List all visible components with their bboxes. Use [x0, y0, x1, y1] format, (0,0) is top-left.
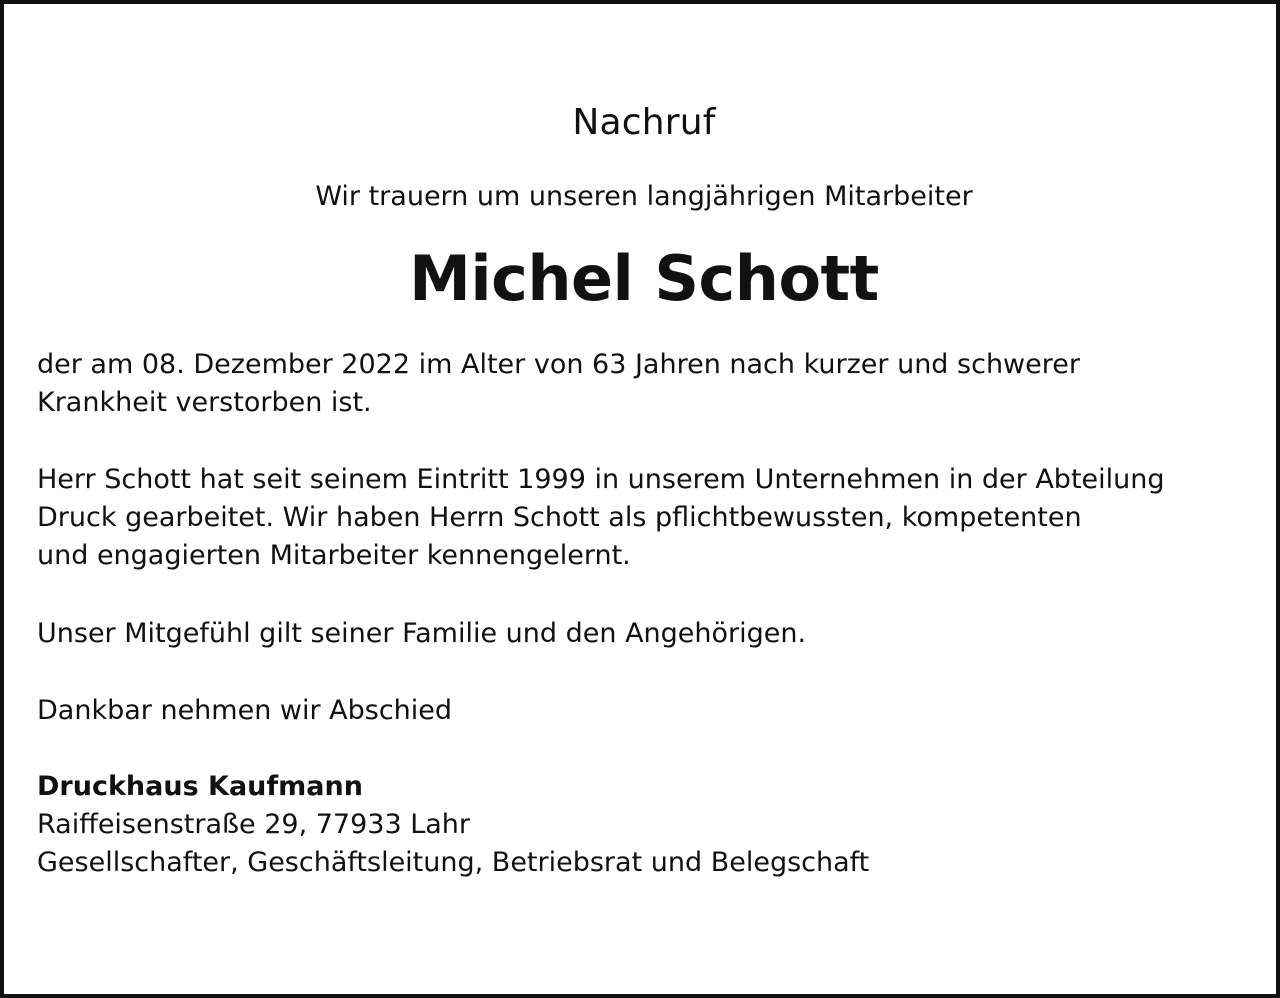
paragraph-line: Krankheit verstorben ist.	[37, 387, 372, 418]
mourning-intro: Wir trauern um unseren langjährigen Mitarbeiter	[315, 181, 973, 212]
deceased-name: Michel Schott	[409, 242, 879, 315]
paragraph-line: Druck gearbeitet. Wir haben Herrn Schott als pflichtbewussten, kompetenten	[37, 502, 1082, 533]
paragraph-line: Dankbar nehmen wir Abschied	[37, 695, 453, 726]
signature-block	[37, 768, 1237, 882]
signatories: Gesellschafter, Geschäftsleitung, Betriebsrat und Belegschaft	[37, 847, 870, 878]
condolence-paragraph	[37, 615, 1237, 653]
company-name: Druckhaus Kaufmann	[37, 771, 363, 802]
paragraph-line: Herr Schott hat seit seinem Eintritt 1999 in unserem Unternehmen in der Abteilung	[37, 464, 1165, 495]
paragraph-line: Unser Mitgefühl gilt seiner Familie und den Angehörigen.	[37, 618, 807, 649]
paragraph-line: der am 08. Dezember 2022 im Alter von 63 Jahren nach kurzer und schwerer	[37, 349, 1080, 380]
notice-title: Nachruf	[572, 102, 716, 143]
closing-line	[37, 692, 1237, 730]
company-address: Raiffeisenstraße 29, 77933 Lahr	[37, 809, 471, 840]
career-paragraph	[37, 461, 1237, 575]
death-announcement-paragraph	[37, 346, 1237, 422]
paragraph-line: und engagierten Mitarbeiter kennengelernt.	[37, 540, 631, 571]
